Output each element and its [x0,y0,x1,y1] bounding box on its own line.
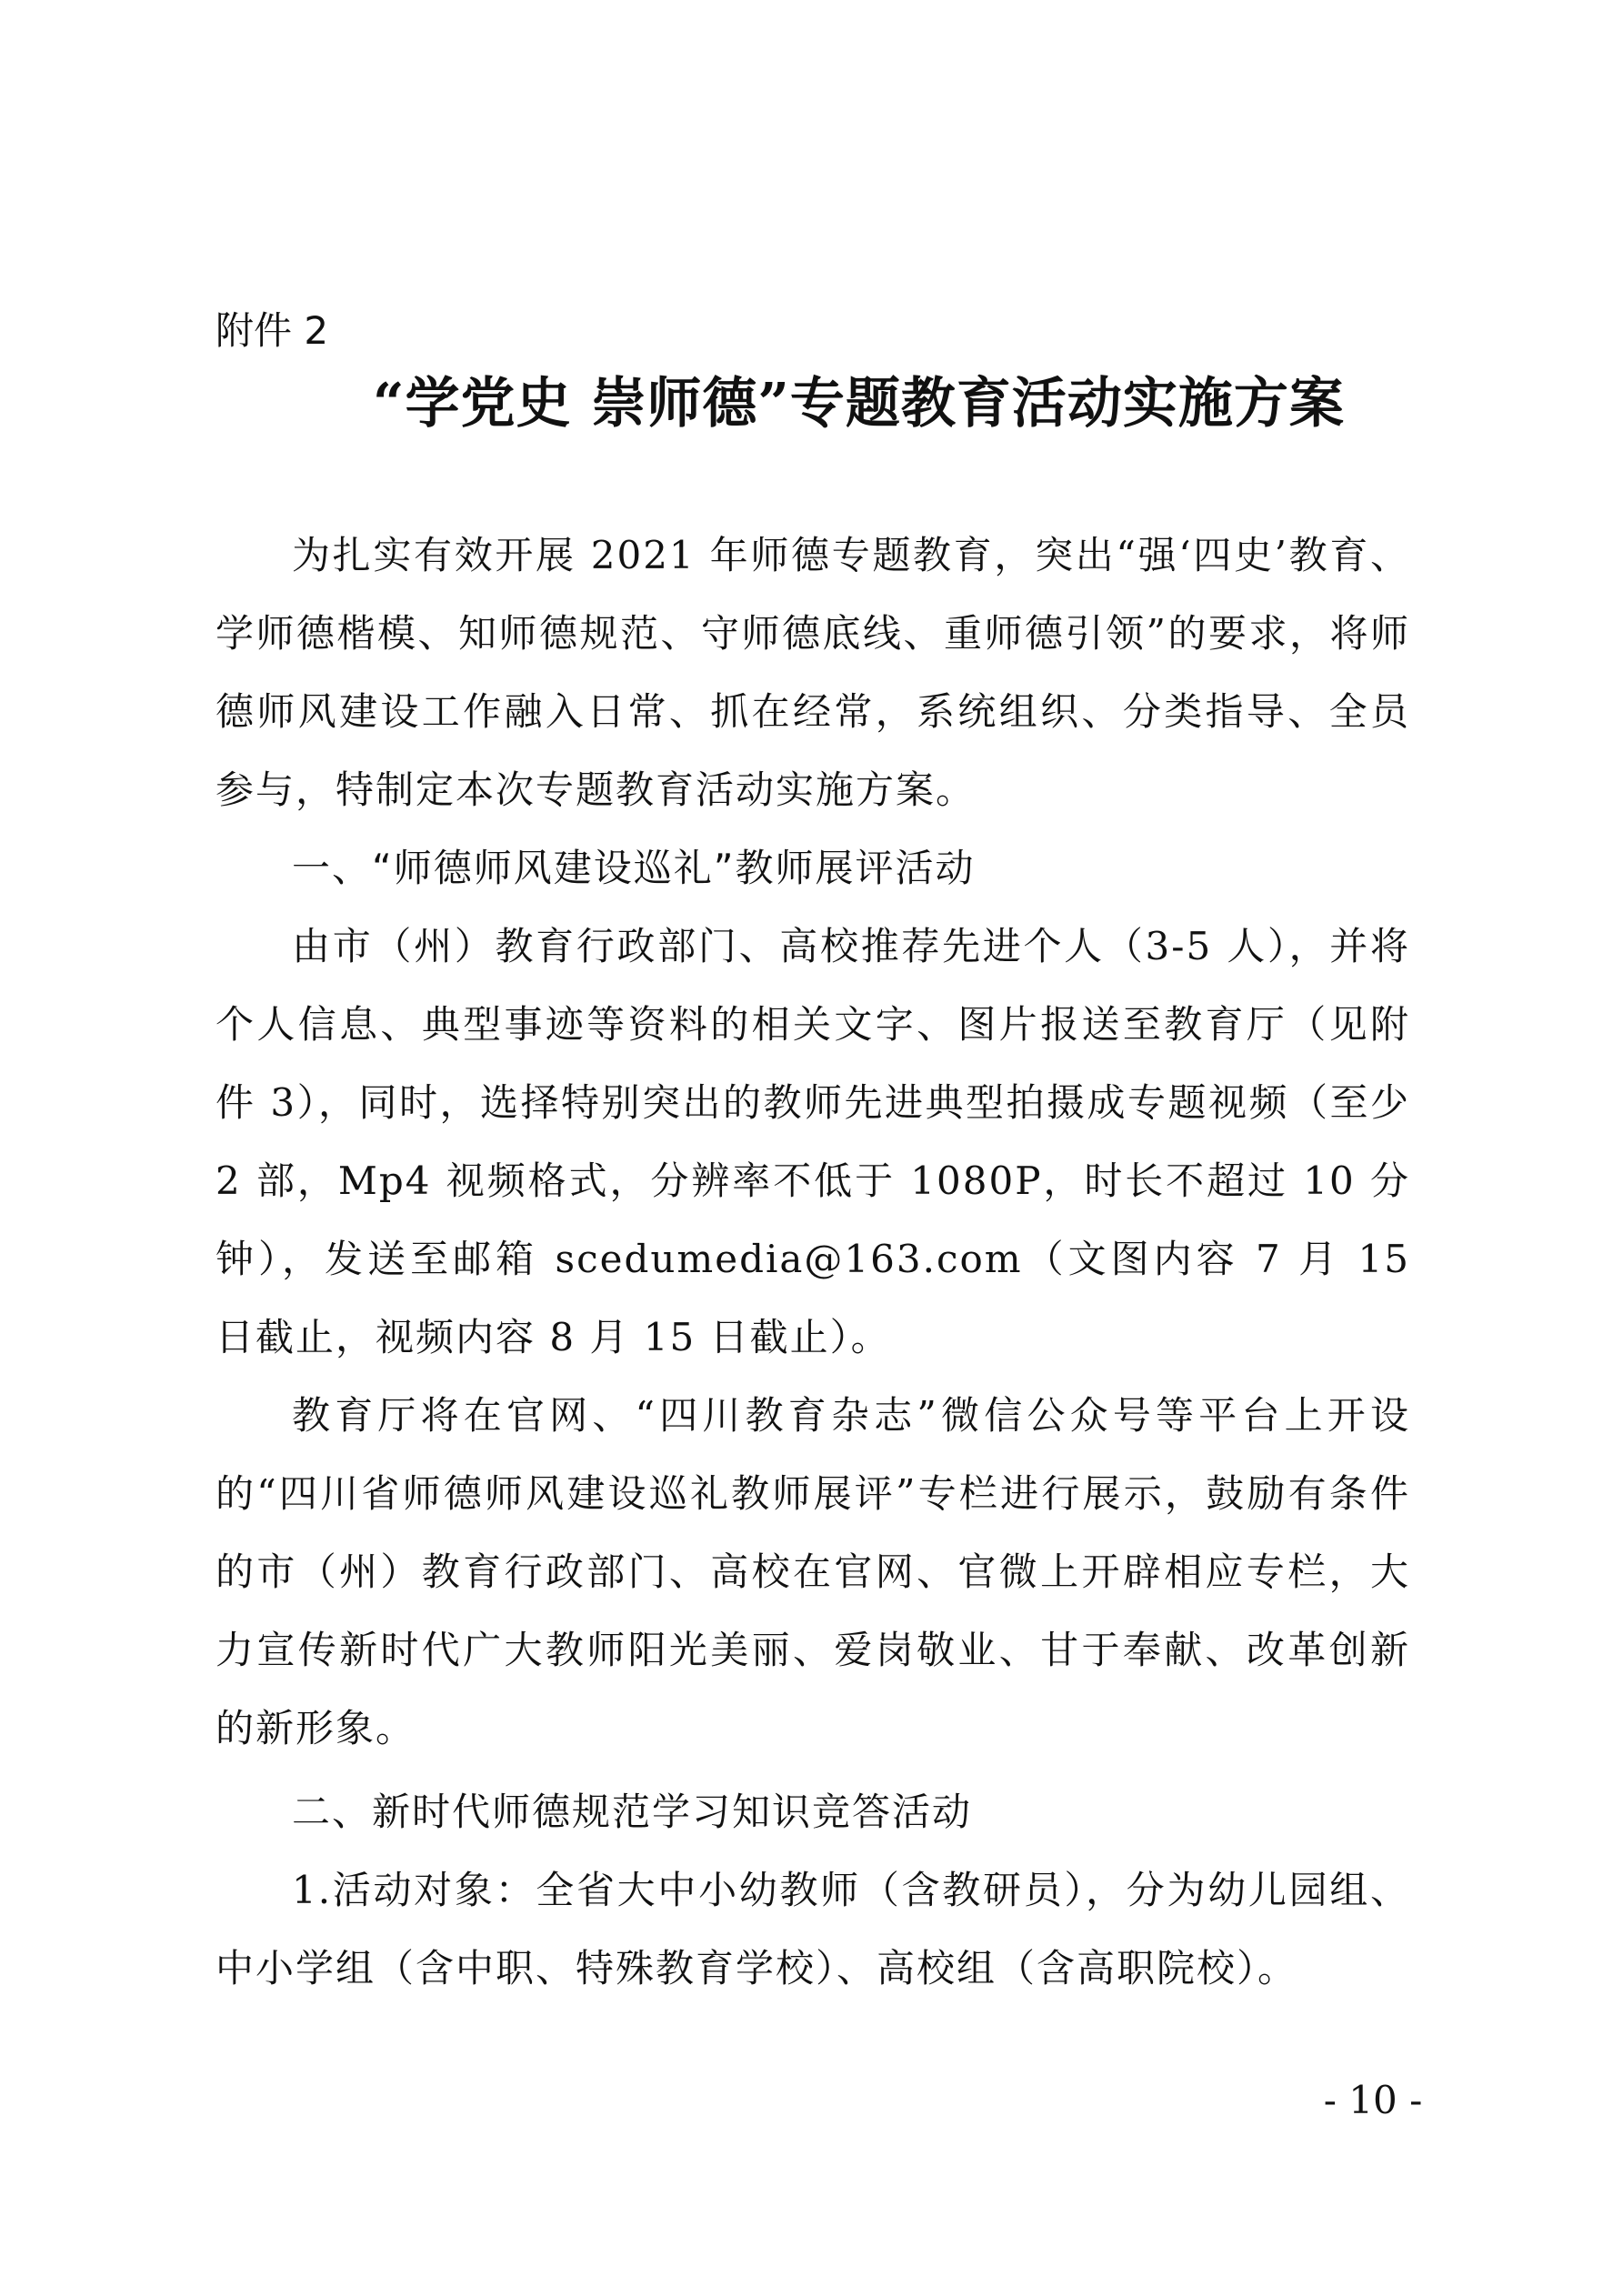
page-number: - 10 - [1323,2078,1423,2122]
section-2-paragraph-1: 1.活动对象：全省大中小幼教师（含教研员），分为幼儿园组、中小学组（含中职、特殊教育学校）、高校组（含高职院校）。 [215,1868,1410,1990]
section-1-paragraph-2: 教育厅将在官网、“四川教育杂志”微信公众号等平台上开设的“四川省师德师风建设巡礼教师展评”专栏进行展示，鼓励有条件的市（州）教育行政部门、高校在官网、官微上开辟相应专栏，大力宣传新时代广大教师阳光美丽、爱岗敬业、甘于奉献、改革创新的新形象。 [215,1393,1410,1750]
document-title: “学党史 崇师德”专题教育活动实施方案 [373,372,1345,436]
section-2-heading: 二、新时代师德规范学习知识竞答活动 [292,1790,973,1834]
section-1-paragraph-1: 由市（州）教育行政部门、高校推荐先进个人（3-5 人），并将个人信息、典型事迹等资料的相关文字、图片报送至教育厅（见附件 3），同时，选择特别突出的教师先进典型拍摄成专题视频（至少 2 部，Mp4 视频格式，分辨率不低于 1080P，时长不超过 10 分钟），发送至邮箱 scedumedia@163.com（文图内容 7 月 15 日截止，视频内容 8 月 15 日截止）。 [215,924,1410,1359]
section-1-heading: 一、“师德师风建设巡礼”教师展评活动 [292,846,976,890]
attachment-label: 附件 2 [215,308,329,353]
document-body [215,516,1410,2008]
intro-paragraph: 为扎实有效开展 2021 年师德专题教育，突出“强‘四史’教育、学师德楷模、知师德规范、守师德底线、重师德引领”的要求，将师德师风建设工作融入日常、抓在经常，系统组织、分类指导、全员参与，特制定本次专题教育活动实施方案。 [215,533,1410,812]
